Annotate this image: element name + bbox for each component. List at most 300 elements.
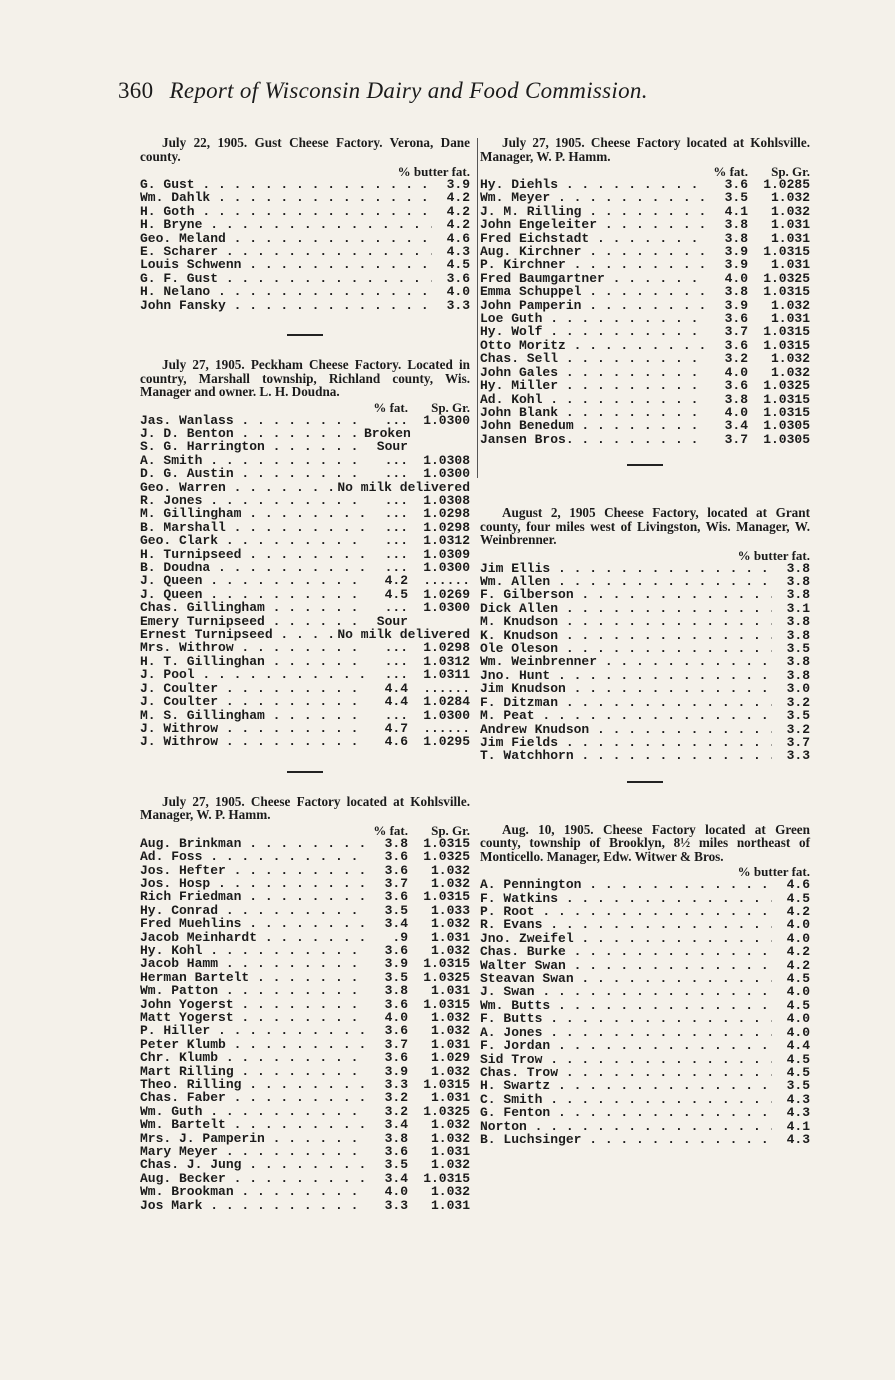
- table-row: [480, 406, 810, 419]
- section-separator: [287, 771, 323, 773]
- column-divider: [477, 138, 478, 478]
- fat-value: ...: [384, 547, 408, 562]
- right-column: [480, 136, 810, 1160]
- patron-name: J. D. Benton . . .: [140, 427, 364, 440]
- table-row: [140, 917, 470, 930]
- fat-value: 4.0: [724, 405, 748, 420]
- patron-name: G. Fenton . . .: [480, 1106, 772, 1119]
- patron-name: Ad. Foss . . .: [140, 850, 364, 863]
- patron-name: H. T. Gillinghan . . .: [140, 655, 364, 668]
- table-row: [140, 957, 470, 970]
- table-row: [480, 299, 810, 312]
- gravity-value: 1.0315: [423, 957, 470, 971]
- gravity-value: 1.031: [430, 1037, 470, 1052]
- table-row: [480, 562, 810, 575]
- table-row: [140, 414, 470, 427]
- patron-name: K. Knudson . . .: [480, 629, 772, 642]
- table-row: [140, 1132, 470, 1145]
- table-row: [480, 205, 810, 218]
- table-row: [480, 1093, 810, 1106]
- fat-value: 3.8: [786, 575, 810, 589]
- patron-name: Herman Bartelt . . .: [140, 971, 364, 984]
- table-row: [480, 312, 810, 325]
- table-row: [140, 574, 470, 587]
- table-row: [140, 1145, 470, 1158]
- patron-name: Loe Guth . . .: [480, 312, 704, 325]
- patron-name: Hy. Wolf . . .: [480, 325, 704, 338]
- fat-column-header: % butter fat.: [737, 547, 810, 563]
- table-row: [140, 722, 470, 735]
- patron-name: Wm. Patton . . .: [140, 984, 364, 997]
- patron-name: J. Pool . . .: [140, 668, 364, 681]
- gravity-value: 1.0295: [423, 735, 470, 749]
- patron-name: John Pamperin . . .: [480, 299, 704, 312]
- patron-name: Matt Yogerst . . .: [140, 1011, 364, 1024]
- fat-value: 3.3: [786, 749, 810, 763]
- fat-value: 3.2: [786, 695, 810, 710]
- table-row: [480, 945, 810, 958]
- fat-value: 4.2: [446, 218, 470, 232]
- patron-name: John Benedum . . .: [480, 419, 704, 432]
- fat-value: ...: [384, 507, 408, 521]
- table-row: [140, 971, 470, 984]
- fat-value: ...: [384, 413, 408, 427]
- patron-name: H. Bryne . . .: [140, 218, 432, 231]
- patron-name: F. Gilberson . . .: [480, 588, 772, 601]
- patron-name: Aug. Kirchner . . .: [480, 245, 704, 258]
- table-row: [140, 1051, 470, 1064]
- gravity-value: 1.0315: [423, 997, 470, 1011]
- patron-name: Jos Mark . . .: [140, 1199, 364, 1212]
- fat-value: 3.6: [724, 178, 748, 192]
- patron-name: P. Hiller . . .: [140, 1024, 364, 1037]
- table-row: [140, 1185, 470, 1198]
- table-row: [140, 837, 470, 850]
- patron-name: Wm. Meyer . . .: [480, 191, 704, 204]
- patron-name: F. Ditzman . . .: [480, 696, 772, 709]
- fat-value: 3.7: [724, 325, 748, 339]
- fat-value: 4.3: [446, 245, 470, 259]
- gravity-value: 1.0315: [763, 338, 810, 353]
- gravity-value: 1.0305: [763, 419, 810, 433]
- patron-name: Chas. Sell . . .: [480, 352, 704, 365]
- patron-name: P. Root . . .: [480, 905, 772, 918]
- patron-name: Wm. Bartelt . . .: [140, 1118, 364, 1131]
- fat-value: 4.0: [724, 365, 748, 380]
- table-row: [480, 918, 810, 931]
- fat-value: ...: [384, 467, 408, 481]
- table-row: [140, 864, 470, 877]
- patron-name: Geo. Meland . . .: [140, 232, 432, 245]
- table-row: [140, 877, 470, 890]
- table-row: [480, 629, 810, 642]
- patron-name: J. Queen . . .: [140, 588, 364, 601]
- gravity-value: 1.031: [430, 1198, 470, 1213]
- patron-name: Jim Fields . . .: [480, 736, 772, 749]
- section-intro: July 27, 1905. Cheese Factory located at Kohlsville. Manager, W. P. Hamm.: [140, 793, 470, 823]
- factory-section: [480, 506, 810, 763]
- patron-name: H. Swartz . . .: [480, 1079, 772, 1092]
- patron-name: J. Withrow . . .: [140, 735, 364, 748]
- fat-value: 4.0: [786, 985, 810, 999]
- table-row: [480, 393, 810, 406]
- gravity-value: 1.0325: [763, 379, 810, 393]
- table-row: [140, 481, 470, 494]
- gravity-value: ......: [423, 681, 470, 696]
- patron-name: E. Scharer . . .: [140, 245, 432, 258]
- patron-name: Dick Allen . . .: [480, 602, 772, 615]
- table-row: [140, 601, 470, 614]
- table-row: [480, 352, 810, 365]
- patron-name: John Gales . . .: [480, 366, 704, 379]
- table-row: [480, 325, 810, 338]
- patron-name: F. Butts . . .: [480, 1012, 772, 1025]
- patron-name: A. Pennington . . .: [480, 878, 772, 891]
- patron-name: Mrs. J. Pamperin . . .: [140, 1132, 364, 1145]
- table-row: [480, 1039, 810, 1052]
- fat-value: 3.6: [724, 312, 748, 326]
- patron-name: B. Marshall . . .: [140, 521, 364, 534]
- running-title: Report of Wisconsin Dairy and Food Commission.: [169, 78, 648, 103]
- gravity-value: 1.029: [430, 1051, 470, 1065]
- section-separator: [627, 464, 663, 466]
- table-row: [140, 258, 470, 271]
- patron-name: M. S. Gillingham . . .: [140, 709, 364, 722]
- fat-value: 3.9: [724, 298, 748, 313]
- table-row: [480, 696, 810, 709]
- gravity-value: 1.0269: [423, 587, 470, 602]
- patron-name: John Blank . . .: [480, 406, 704, 419]
- column-headers: [140, 824, 470, 837]
- fat-value: 3.7: [384, 1037, 408, 1052]
- fat-value: 3.2: [724, 352, 748, 366]
- table-row: [140, 641, 470, 654]
- patron-name: John Fansky . . .: [140, 299, 432, 312]
- patron-name: Mart Rilling . . .: [140, 1065, 364, 1078]
- table-row: [140, 534, 470, 547]
- gravity-value: 1.0308: [423, 494, 470, 508]
- gravity-value: 1.031: [430, 1091, 470, 1105]
- table-row: [140, 1024, 470, 1037]
- gravity-value: 1.031: [770, 218, 810, 232]
- gravity-value: 1.032: [430, 1064, 470, 1079]
- table-row: [140, 521, 470, 534]
- patron-name: T. Watchhorn . . .: [480, 749, 772, 762]
- gravity-value: 1.0312: [423, 534, 470, 548]
- table-row: [480, 1012, 810, 1025]
- table-row: [140, 709, 470, 722]
- patron-name: Jansen Bros. . . .: [480, 433, 704, 446]
- table-row: [480, 682, 810, 695]
- fat-value: ...: [384, 641, 408, 655]
- patron-name: Wm. Weinbrenner . . .: [480, 655, 772, 668]
- fat-value: 3.8: [786, 561, 810, 576]
- factory-section: [140, 136, 470, 312]
- gravity-value: 1.0309: [423, 547, 470, 562]
- table-row: [480, 999, 810, 1012]
- patron-name: M. Knudson . . .: [480, 615, 772, 628]
- table-row: [480, 575, 810, 588]
- table-row: [480, 178, 810, 191]
- fat-value: 4.2: [786, 905, 810, 919]
- fat-value: 4.0: [724, 271, 748, 286]
- fat-value: ...: [384, 453, 408, 468]
- table-row: [140, 890, 470, 903]
- fat-value: ...: [384, 494, 408, 508]
- column-headers: [140, 165, 470, 178]
- fat-value: 4.3: [786, 1092, 810, 1107]
- patron-name: Norton . . .: [480, 1120, 772, 1133]
- patron-name: John Yogerst . . .: [140, 998, 364, 1011]
- fat-value: 3.7: [724, 432, 748, 447]
- patron-name: Fred Muehlins . . .: [140, 917, 364, 930]
- gravity-value: 1.032: [430, 1185, 470, 1199]
- fat-value: 3.2: [384, 1091, 408, 1105]
- patron-name: J. Coulter . . .: [140, 682, 364, 695]
- fat-value: 4.7: [384, 721, 408, 736]
- factory-section: [140, 795, 470, 1212]
- fat-value: 3.6: [724, 338, 748, 353]
- table-row: [140, 1078, 470, 1091]
- fat-value: 4.2: [384, 574, 408, 588]
- table-row: [140, 507, 470, 520]
- patron-name: Chr. Klumb . . .: [140, 1051, 364, 1064]
- section-intro: July 22, 1905. Gust Cheese Factory. Verona, Dane county.: [140, 135, 470, 164]
- fat-value: 3.6: [446, 271, 470, 286]
- fat-value: 3.5: [384, 1158, 408, 1172]
- section-intro: July 27, 1905. Cheese Factory located at Kohlsville. Manager, W. P. Hamm.: [480, 135, 810, 164]
- patron-name: Aug. Becker . . .: [140, 1172, 364, 1185]
- gravity-value: 1.032: [430, 863, 470, 877]
- table-row: [480, 1066, 810, 1079]
- patron-name: Andrew Knudson . . .: [480, 723, 772, 736]
- table-row: [480, 1079, 810, 1092]
- table-row: [480, 905, 810, 918]
- table-row: [140, 1105, 470, 1118]
- section-separator: [287, 334, 323, 336]
- patron-name: F. Watkins . . .: [480, 892, 772, 905]
- table-row: [480, 1026, 810, 1039]
- gravity-value: 1.032: [430, 1131, 470, 1146]
- gravity-value: 1.0298: [423, 507, 470, 521]
- fat-value: 3.5: [384, 903, 408, 918]
- gravity-value: 1.0298: [423, 641, 470, 655]
- fat-value: 4.5: [786, 891, 810, 906]
- gravity-value: 1.031: [770, 258, 810, 272]
- patron-name: J. M. Rilling . . .: [480, 205, 704, 218]
- gravity-value: 1.032: [430, 876, 470, 891]
- patron-name: Chas. Faber . . .: [140, 1091, 364, 1104]
- fat-value: 4.6: [786, 878, 810, 892]
- patron-name: J. Queen . . .: [140, 574, 364, 587]
- table-row: [140, 695, 470, 708]
- patron-name: B. Luchsinger . . .: [480, 1133, 772, 1146]
- table-row: [480, 272, 810, 285]
- fat-value: 4.3: [786, 1106, 810, 1120]
- patron-name: Wm. Butts . . .: [480, 999, 772, 1012]
- gravity-value: 1.0315: [763, 392, 810, 406]
- table-row: [480, 1053, 810, 1066]
- gravity-value: 1.0312: [423, 654, 470, 669]
- patron-name: Sid Trow . . .: [480, 1053, 772, 1066]
- gravity-column-header: Sp. Gr.: [431, 822, 470, 838]
- fat-value: 4.5: [786, 1065, 810, 1080]
- table-row: [140, 984, 470, 997]
- patron-name: Rich Friedman . . .: [140, 890, 364, 903]
- table-row: [140, 628, 470, 641]
- patron-name: G. Gust . . .: [140, 178, 432, 191]
- fat-value: ...: [384, 561, 408, 575]
- fat-value: 4.5: [786, 972, 810, 986]
- patron-name: Peter Klumb . . .: [140, 1038, 364, 1051]
- patron-name: Geo. Clark . . .: [140, 534, 364, 547]
- gravity-value: 1.032: [430, 917, 470, 931]
- gravity-value: 1.032: [770, 365, 810, 380]
- gravity-value: 1.0315: [423, 1078, 470, 1092]
- fat-value: 3.8: [786, 628, 810, 643]
- gravity-value: 1.0285: [763, 178, 810, 192]
- table-row: [140, 440, 470, 453]
- fat-value: ...: [384, 654, 408, 669]
- fat-column-header: % butter fat.: [737, 864, 810, 880]
- gravity-value: 1.031: [770, 312, 810, 326]
- table-row: [140, 998, 470, 1011]
- table-row: [140, 427, 470, 440]
- patron-name: D. G. Austin . . .: [140, 467, 364, 480]
- table-row: [480, 419, 810, 432]
- table-row: [480, 723, 810, 736]
- fat-value: 3.8: [786, 668, 810, 683]
- patron-name: J. Coulter . . .: [140, 695, 364, 708]
- table-row: [140, 668, 470, 681]
- patron-name: A. Jones . . .: [480, 1026, 772, 1039]
- gravity-value: 1.0311: [423, 668, 470, 682]
- patron-name: Emery Turnipseed . . .: [140, 615, 364, 628]
- patron-name: Wm. Guth . . .: [140, 1105, 364, 1118]
- fat-value: 4.0: [384, 1185, 408, 1199]
- patron-name: Walter Swan . . .: [480, 959, 772, 972]
- fat-value: 3.8: [724, 285, 748, 299]
- patron-name: Chas. Burke . . .: [480, 945, 772, 958]
- table-row: [480, 878, 810, 891]
- gravity-value: 1.0300: [423, 413, 470, 427]
- fat-value: 3.6: [384, 850, 408, 864]
- gravity-value: 1.0315: [763, 325, 810, 339]
- fat-value: 4.6: [384, 735, 408, 749]
- fat-value: 3.5: [384, 970, 408, 985]
- fat-value: Broken: [364, 426, 411, 441]
- gravity-value: 1.0300: [423, 467, 470, 481]
- fat-value: 3.5: [786, 642, 810, 656]
- patron-name: Hy. Miller . . .: [480, 379, 704, 392]
- gravity-value: 1.0325: [763, 271, 810, 286]
- table-row: [140, 944, 470, 957]
- fat-value: ...: [384, 601, 408, 615]
- table-row: [480, 379, 810, 392]
- table-row: [140, 218, 470, 231]
- gravity-value: 1.031: [430, 930, 470, 944]
- gravity-value: ......: [423, 574, 470, 588]
- column-headers: [140, 401, 470, 414]
- table-row: [480, 433, 810, 446]
- table-row: [140, 548, 470, 561]
- table-row: [480, 972, 810, 985]
- fat-value: 3.2: [786, 722, 810, 736]
- patron-name: Wm. Allen . . .: [480, 575, 772, 588]
- fat-value: 3.6: [384, 997, 408, 1011]
- fat-value: 3.4: [384, 1171, 408, 1186]
- table-row: [140, 931, 470, 944]
- fat-value: 3.4: [384, 1118, 408, 1132]
- fat-column-header: % butter fat.: [397, 164, 470, 179]
- table-row: [480, 602, 810, 615]
- table-row: [480, 932, 810, 945]
- fat-value: 4.0: [786, 1012, 810, 1026]
- gravity-value: 1.0325: [423, 970, 470, 985]
- fat-value: 4.4: [384, 681, 408, 696]
- table-row: [140, 178, 470, 191]
- fat-value: 4.1: [724, 204, 748, 219]
- patron-name: Mrs. Withrow . . .: [140, 641, 364, 654]
- patron-name: H. Goth . . .: [140, 205, 432, 218]
- table-row: [480, 655, 810, 668]
- gravity-value: 1.032: [430, 1118, 470, 1132]
- fat-value: 4.0: [446, 285, 470, 299]
- fat-column-header: % fat.: [713, 164, 748, 179]
- fat-value: 4.5: [786, 998, 810, 1013]
- table-row: [140, 1091, 470, 1104]
- fat-value: No milk delivered: [337, 480, 470, 494]
- table-row: [480, 339, 810, 352]
- table-row: [140, 655, 470, 668]
- patron-name: Chas. J. Jung . . .: [140, 1158, 364, 1171]
- table-row: [480, 959, 810, 972]
- gravity-value: 1.0284: [423, 695, 470, 709]
- patron-name: Ernest Turnipseed . . .: [140, 628, 337, 641]
- table-row: [480, 218, 810, 231]
- gravity-value: 1.0315: [763, 285, 810, 299]
- patron-name: Wm. Dahlk . . .: [140, 191, 432, 204]
- table-row: [480, 258, 810, 271]
- fat-value: 3.9: [724, 258, 748, 272]
- gravity-value: 1.0300: [423, 601, 470, 615]
- table-row: [140, 1038, 470, 1051]
- fat-value: 3.6: [724, 379, 748, 393]
- table-row: [480, 1120, 810, 1133]
- table-row: [480, 1106, 810, 1119]
- table-row: [480, 285, 810, 298]
- patron-name: Jos. Hefter . . .: [140, 864, 364, 877]
- gravity-value: 1.032: [770, 204, 810, 219]
- fat-value: No milk delivered: [337, 628, 470, 642]
- gravity-value: 1.032: [430, 1158, 470, 1172]
- gravity-value: 1.031: [430, 1145, 470, 1159]
- fat-value: 4.4: [384, 695, 408, 709]
- patron-name: H. Nelano . . .: [140, 285, 432, 298]
- patron-name: Hy. Kohl . . .: [140, 944, 364, 957]
- fat-value: 3.7: [384, 876, 408, 891]
- gravity-value: 1.0300: [423, 561, 470, 575]
- patron-name: Steavan Swan . . .: [480, 972, 772, 985]
- fat-value: 3.8: [384, 1131, 408, 1146]
- patron-name: Jas. Wanlass . . .: [140, 414, 364, 427]
- fat-value: 3.9: [384, 957, 408, 971]
- table-row: [140, 272, 470, 285]
- gravity-value: 1.032: [430, 1011, 470, 1025]
- table-row: [140, 588, 470, 601]
- table-row: [480, 892, 810, 905]
- patron-name: Hy. Conrad . . .: [140, 904, 364, 917]
